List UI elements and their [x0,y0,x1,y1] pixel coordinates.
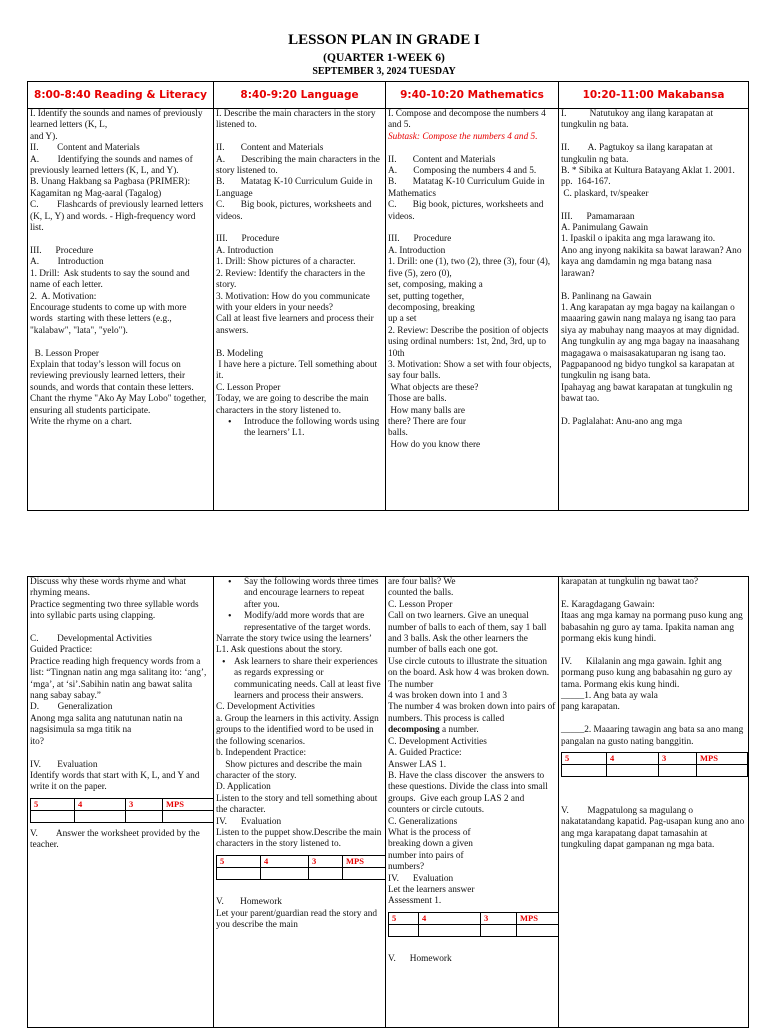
makabansa-text: I. Natutukoy ang ilang karapatan at tungkulin ng bata. II. A. Pagtukoy sa ilang karapatan at tungkulin ng bata. B. * Sibika at Kultura Batayang Aklat 1. 2001. pp. 164-167. C. plaskard, tv/speaker III. Pamamaraan A. Panimulang Gawain 1. Ipaskil o ipakita ang mga larawang ito. Ano ang inyong nakikita sa bawat larawan? Ano kaya ang damdamin ng mga batang nasa larawan? B. Panlinang na Gawain 1. Ang karapatan ay mga bagay na kailangan o maaaring gawin nang malaya ng isang tao para siya ay mabuhay nang maayos at may dignidad. Ang tungkulin ay ang mga bagay na inaasahang magagawa o maisasakatuparan ng isang tao. Pagpapanood ng bidyo tungkol sa karapatan at tungkulin ng isang bata. Ipahayag ang bawat karapatan at tungkulin ng bawat tao. D. Paglalahat: Anu-ano ang mga [561,109,742,427]
date-subtitle: SEPTEMBER 3, 2024 TUESDAY [312,66,456,77]
mps-label: MPS [697,753,748,765]
column-header-mathematics: 9:40-10:20 Mathematics [386,82,559,109]
language-cell-continued [214,577,386,1028]
mathematics-cell-continued [386,577,559,1028]
reading-text: I. Identify the sounds and names of previously learned letters (K, L, and Y). II. Content and Materials A. Identifying the sounds and names of previously learned letters (K, L, and Y). B. Unang Hakbang sa Pagbasa (PRIMER): Kagamitan ng Mag-aaral (Tagalog) C. Flashcards of previously learned letters (K, L, Y) and words. - High-frequency word list. III. Procedure A. Introduction 1. Drill: Ask students to say the sound and name of each letter. 2. A. Motivation: Encourage students to come up with more words starting with these letters (e.g., "kalabaw", "lata", "yelo"). B. Lesson Proper Explain that today’s lesson will focus on reviewing previously learned letters, their sounds, and words that contain these letters. Chant the rhyme "Ako Ay May Lobo" together, ensuring all students participate. Write the rhyme on a chart. [30,109,207,427]
makabansa-cell [559,109,749,511]
language-narrate: Narrate the story twice using the learners’ L1. Ask questions about the story. [216,634,374,656]
mps-table [561,752,748,777]
mps-score-3: 3 [659,753,697,765]
math-homework: V. Homework [388,954,452,965]
math-text-continued [388,577,556,908]
mps-score-5: 5 [389,912,419,924]
makabansa-assignment: V. Magpatulong sa magulang o nakatatandang kapatid. Pag-usapan kung ano ano ang mga karapatang dapat tamasahin at tungkuling dapat gampanan ng mga bata. [561,805,745,851]
makabansa-text-continued: karapatan at tungkulin ng bawat tao? E. Karagdagang Gawain: Itaas ang mga kamay na pormang puso kung ang babasahin ng guro ay tama. Ipakita naman ang pormang ekis kung hindi. IV. Kilalanin ang mga gawain. Ighit ang pormang puso kung ang babasahin ng guro ay tama. Pormang ekis kung hindi. _____1. Ang bata ay wala pang karapatan. _____2. Maaaring tawagin ang bata sa ano mang pangalan na gusto nating banggitin. [561,577,744,747]
math-lesson-proper: are four balls? We counted the balls. C. Lesson Proper Call on two learners. Give an unequal number of balls to each of them, say 1 ball and 3 balls. Ask the other learners the number of balls each one got. Use circle cutouts to illustrate the situation on the board. Ask how 4 was broken down. The number 4 was broken down into 1 and 3 The number 4 was broken down into pairs of numbers. This process is called [388,577,556,724]
column-header-row [28,82,749,109]
language-bullet-2: • Modify/add more words that are representative of the target words. [216,611,383,634]
mps-label: MPS [517,912,559,924]
mps-score-4: 4 [75,798,126,810]
mps-score-5: 5 [562,753,607,765]
column-header-language: 8:40-9:20 Language [214,82,386,109]
math-subtask: Subtask: Compose the numbers 4 and 5. [388,131,538,142]
mps-score-4: 4 [419,912,481,924]
lesson-content-row-continued [28,577,749,1028]
lesson-plan-table-page2 [27,576,749,1028]
mps-table [216,855,386,880]
language-cell [214,109,386,511]
mps-table [30,798,214,823]
page-title: LESSON PLAN IN GRADE I [288,32,480,48]
lesson-plan-table-page1 [27,81,749,511]
mps-table [388,912,559,937]
math-development: a number. C. Development Activities A. Guided Practice: Answer LAS 1. B. Have the class discover the answers to these questions. Divide the class into small groups. Give each group LAS 2 and counters or circle cutouts. C. Generalizations What is the process of breaking down a given number into pairs of numbers? IV. Evaluation Let the learners answer Assessment 1. [388,725,548,907]
language-homework: V. Homework Let your parent/guardian read the story and you describe the main [216,897,378,930]
reading-text-continued: Discuss why these words rhyme and what rhyming means. Practice segmenting two three syllable words into syllabic parts using clapping. C. Developmental Activities Guided Practice: Practice reading high frequency words from a list: “Tingnan natin ang mga salitang ito: ‘ang’, ‘mga’, at ‘si’.Sabihin natin ang bawat salita nang sabay sabay.” D. Generalization Anong mga salita ang natutunan natin na nagsisimula sa mga titik na ito? IV. Evaluation Identify words that start with K, L, and Y and write it on the paper. [30,577,207,793]
column-header-reading: 8:00-8:40 Reading & Literacy [28,82,214,109]
makabansa-cell-continued [559,577,749,1028]
language-text-continued: C. Development Activities a. Group the learners in this activity. Assign groups to the identified word to be used in the following scenarios. b. Independent Practice: Show pictures and describe the main character of the story. D. Application Listen to the story and tell something about the character. IV. Evaluation Listen to the puppet show.Describe the main characters in the story listened to. [216,702,382,850]
language-text: I. Describe the main characters in the story listened to. II. Content and Materials A. Describing the main characters in the story listened to. B. Matatag K-10 Curriculum Guide in Language C. Big book, pictures, worksheets and videos. III. Procedure A. Introduction 1. Drill: Show pictures of a character. 2. Review: Identify the characters in the story. 3. Motivation: How do you communicate with your elders in your needs? Call at least five learners and process their answers. B. Modeling I have here a picture. Tell something about it. C. Lesson Proper Today, we are going to describe the main characters in the story listened to. [216,109,380,416]
mps-score-4: 4 [607,753,659,765]
language-bullet-1: • Say the following words three times and encourage learners to repeat after you. [216,577,383,611]
mps-score-3: 3 [309,855,343,867]
mps-label: MPS [343,855,386,867]
quarter-subtitle: (QUARTER 1-WEEK 6) [323,52,445,64]
language-bullet-3: • Ask learners to share their experiences as regards expressing or communicating needs. Call at least five learners and process their answers. [216,657,383,703]
mps-score-5: 5 [31,798,75,810]
mps-label: MPS [163,798,214,810]
mps-score-5: 5 [217,855,261,867]
mps-score-3: 3 [126,798,163,810]
mps-score-4: 4 [261,855,309,867]
math-keyword-decomposing: decomposing [388,725,440,736]
math-text: II. Content and Materials A. Composing the numbers 4 and 5. B. Matatag K-10 Curriculum Guide in Mathematics C. Big book, pictures, worksheets and videos. III. Procedure A. Introduction 1. Drill: one (1), two (2), three (3), four (4), five (5), zero (0), set, composing, making a set, putting together, decomposing, breaking up a set 2. Review: Describe the position of objects using ordinal numbers: 1st, 2nd, 3rd, up to 10th 3. Motivation: Show a set with four objects, say four balls. What objects are these? Those are balls. How many balls are there? There are four balls. How do you know there [388,154,552,450]
language-bullet: • Introduce the following words using the learners’ L1. [216,417,383,440]
reading-cell-continued [28,577,214,1028]
column-header-makabansa: 10:20-11:00 Makabansa [559,82,749,109]
lesson-content-row [28,109,749,511]
reading-cell [28,109,214,511]
mps-score-3: 3 [481,912,517,924]
mathematics-cell [386,109,559,511]
reading-assignment: V. Answer the worksheet provided by the teacher. [30,828,203,851]
math-objective: I. Compose and decompose the numbers 4 and 5. [388,109,549,131]
